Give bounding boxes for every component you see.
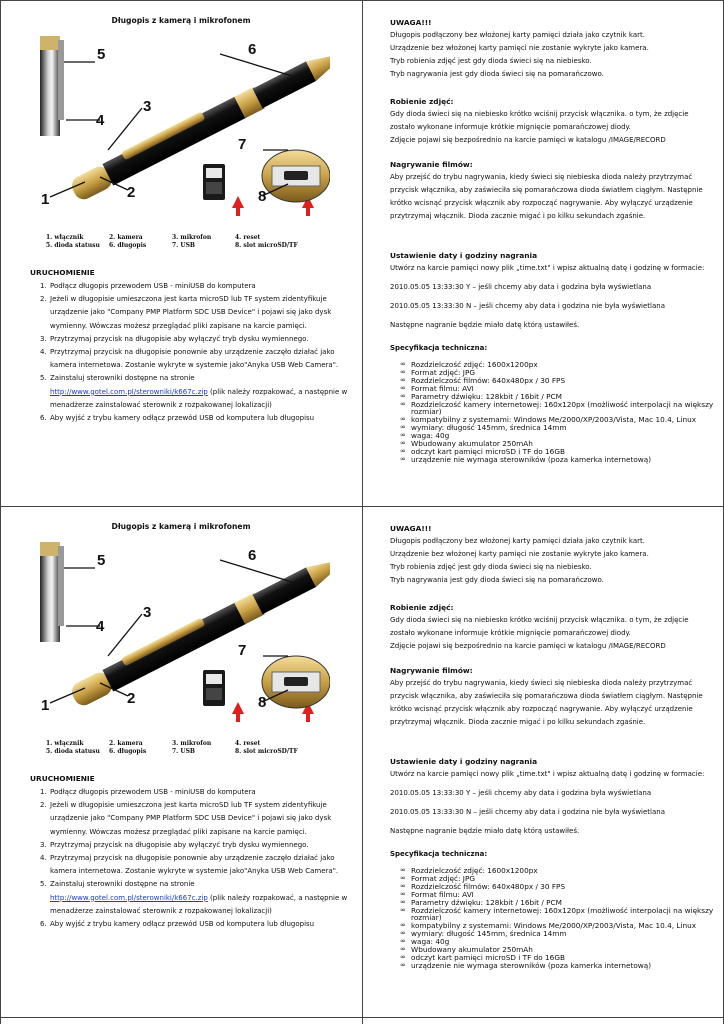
callout-1: 1 — [41, 191, 50, 208]
legend-item: 1. włącznik — [46, 740, 84, 747]
video-text: Aby przejść do trybu nagrywania, kiedy świeci się niebieska dioda należy przytrzymać przycisk włącznika, aby zaświeciła się pomarańczowa dioda światłem ciągłym. Następnie krótko wcisnąć przycisk włącznik aby rozpocząć nagrywanie. Aby wyłączyć urządzenie przytrzymaj włącznik. Dioda zacznie migać i po kilku sekundach zgaśnie. — [390, 679, 703, 726]
spec-item: ∞ urządzenie nie wymaga sterowników (poza kamerka internetową) — [400, 962, 715, 970]
spec-item: ∞ Format filmu: AVI — [400, 385, 715, 393]
date-intro: Utwórz na karcie pamięci nowy plik „time.txt" i wpisz aktualną datę i godzinę w formacie: — [390, 770, 705, 778]
setup-steps — [30, 786, 350, 931]
red-up-arrow — [232, 196, 244, 216]
warning-line: Długopis podłączony bez włożonej karty pamięci działa jako czytnik kart. — [390, 537, 645, 545]
photo-heading: Robienie zdjęć: — [390, 97, 454, 106]
leaflet-half — [0, 0, 724, 506]
legend-item: 3. mikrofon — [172, 740, 212, 747]
right-column — [362, 506, 724, 1012]
setup-step: 1. Podłącz długopis przewodem USB - miniUSB do komputera — [40, 788, 256, 796]
date-example-n: 2010.05.05 13:33:30 N – jeśli chcemy aby data i godzina nie była wyświetlana — [390, 808, 665, 816]
photo-line: Gdy dioda świeci się na niebiesko krótko wciśnij przycisk włącznika. o tym, że zdjęcie zostało wykonane informuje krótkie mignięcie pomarańczowej diody. — [390, 616, 689, 637]
left-column — [0, 0, 362, 506]
microsd-card — [203, 670, 225, 706]
spec-item: ∞ waga: 40g — [400, 938, 715, 946]
legend-item: 8. slot microSD/TF — [235, 242, 298, 249]
spec-item: ∞ odczyt kart pamięci microSD i TF do 16GB — [400, 954, 715, 962]
warning-line: Urządzenie bez włożonej karty pamięci nie zostanie wykryte jako kamera. — [390, 550, 649, 558]
parts-legend — [46, 740, 346, 756]
mini-usb-port — [262, 150, 330, 202]
spec-heading: Specyfikacja techniczna: — [390, 344, 488, 352]
setup-step: 4. Przytrzymaj przycisk na długopisie ponownie aby urządzenie zaczęło działać jako kamera internetowa. Zostanie wykryte w systemie jako"Anyka USB Web Camera". — [40, 348, 339, 370]
legend-item: 4. reset — [235, 740, 261, 747]
setup-heading: URUCHOMIENIE — [30, 774, 95, 783]
legend-item: 4. reset — [235, 234, 261, 241]
legend-item: 7. USB — [172, 748, 195, 755]
callout-6: 6 — [248, 41, 257, 58]
setup-steps — [30, 280, 350, 425]
setup-step: 6. Aby wyjść z trybu kamery odłącz przewód USB od komputera lub długopisu — [40, 414, 315, 423]
spec-item: ∞ Rozdzielczość filmów: 640x480px / 30 FPS — [400, 883, 715, 891]
spec-item: ∞ Rozdzielczość kamery internetowej: 160x120px (możliwość interpolacji na większy rozmiar) — [400, 907, 715, 923]
setup-step: 5. Zainstaluj sterowniki dostępne na stronie http://www.gotel.com.pl/sterowniki/k667c.zip (plik należy rozpakować, a następnie w menadżerze zainstalować sterownik z rozpakowanej lokalizacji) — [40, 880, 348, 915]
setup-step: 3. Przytrzymaj przycisk na długopisie aby wyłączyć tryb dysku wymiennego. — [40, 840, 309, 849]
right-column — [362, 0, 724, 506]
photo-mode-block — [390, 95, 710, 147]
spec-list — [400, 867, 715, 970]
legend-item: 2. kamera — [109, 234, 143, 241]
legend-item: 3. mikrofon — [172, 234, 212, 241]
photo-line: Zdjęcie pojawi się bezpośrednio na karcie pamięci w katalogu /IMAGE/RECORD — [390, 136, 666, 144]
driver-download-link[interactable]: http://www.gotel.com.pl/sterowniki/k667c.zip — [50, 893, 208, 902]
callout-8: 8 — [258, 694, 267, 711]
callout-6: 6 — [248, 547, 257, 564]
callout-5: 5 — [97, 46, 106, 63]
spec-item: ∞ Format zdjęć: JPG — [400, 875, 715, 883]
legend-item: 2. kamera — [109, 740, 143, 747]
spec-heading: Specyfikacja techniczna: — [390, 850, 488, 858]
spec-item: ∞ kompatybilny z systemami: Windows Me/2000/XP/2003/Vista, Mac 10.4, Linux — [400, 922, 715, 930]
date-note: Następne nagranie będzie miało datę którą ustawiłeś. — [390, 827, 580, 835]
date-intro: Utwórz na karcie pamięci nowy plik „time.txt" i wpisz aktualną datę i godzinę w formacie: — [390, 264, 705, 272]
warning-line: Długopis podłączony bez włożonej karty pamięci działa jako czytnik kart. — [390, 31, 645, 39]
spec-item: ∞ Rozdzielczość zdjęć: 1600x1200px — [400, 867, 715, 875]
callout-3: 3 — [143, 98, 152, 115]
warning-block — [390, 16, 710, 81]
spec-item: ∞ waga: 40g — [400, 432, 715, 440]
photo-heading: Robienie zdjęć: — [390, 603, 454, 612]
spec-item: ∞ odczyt kart pamięci microSD i TF do 16GB — [400, 448, 715, 456]
red-up-arrow — [232, 702, 244, 722]
legend-item: 1. włącznik — [46, 234, 84, 241]
setup-heading: URUCHOMIENIE — [30, 268, 95, 277]
warning-block — [390, 522, 710, 587]
setup-step: 2. Jeżeli w długopisie umieszczona jest karta microSD lub TF system zidentyfikuje urządzenie jako "Company PMP Platform SDC USB Device" i pojawi się jako dysk wymienny. Wówczas możesz przeglądać pliki zapisane na karcie pamięci. — [40, 295, 332, 330]
video-mode-block — [390, 664, 710, 729]
pen-clip-closeup — [40, 542, 64, 642]
legend-item: 5. dioda statusu — [46, 242, 100, 249]
spec-item: ∞ Format filmu: AVI — [400, 891, 715, 899]
legend-item: 7. USB — [172, 242, 195, 249]
warning-line: Tryb nagrywania jest gdy dioda świeci się na pomarańczowo. — [390, 70, 604, 78]
warning-line: Urządzenie bez włożonej karty pamięci nie zostanie wykryte jako kamera. — [390, 44, 649, 52]
callout-2: 2 — [127, 690, 136, 707]
legend-item: 8. slot microSD/TF — [235, 748, 298, 755]
setup-step: 2. Jeżeli w długopisie umieszczona jest karta microSD lub TF system zidentyfikuje urządzenie jako "Company PMP Platform SDC USB Device" i pojawi się jako dysk wymienny. Wówczas możesz przeglądać pliki zapisane na karcie pamięci. — [40, 801, 332, 836]
mini-usb-port — [262, 656, 330, 708]
setup-step: 5. Zainstaluj sterowniki dostępne na stronie http://www.gotel.com.pl/sterowniki/k667c.zip (plik należy rozpakować, a następnie w menadżerze zainstalować sterownik z rozpakowanej lokalizacji) — [40, 374, 348, 409]
callout-4: 4 — [96, 618, 105, 635]
date-heading: Ustawienie daty i godziny nagrania — [390, 757, 538, 766]
setup-step: 6. Aby wyjść z trybu kamery odłącz przewód USB od komputera lub długopisu — [40, 920, 315, 929]
callout-5: 5 — [97, 552, 106, 569]
leaflet-half — [0, 506, 724, 1012]
legend-item: 6. długopis — [109, 242, 147, 249]
warning-line: Tryb robienia zdjęć jest gdy dioda świeci się na niebiesko. — [390, 57, 592, 65]
callout-1: 1 — [41, 697, 50, 714]
date-heading: Ustawienie daty i godziny nagrania — [390, 251, 538, 260]
parts-legend — [46, 234, 346, 250]
video-heading: Nagrywanie filmów: — [390, 160, 473, 169]
pen-clip-closeup — [40, 36, 64, 136]
date-example-y: 2010.05.05 13:33:30 Y – jeśli chcemy aby data i godzina była wyświetlana — [390, 789, 652, 797]
spec-item: ∞ urządzenie nie wymaga sterowników (poza kamerka internetową) — [400, 456, 715, 464]
callout-7: 7 — [238, 642, 247, 659]
warning-heading: UWAGA!!! — [390, 524, 432, 533]
driver-download-link[interactable]: http://www.gotel.com.pl/sterowniki/k667c.zip — [50, 387, 208, 396]
callout-7: 7 — [238, 136, 247, 153]
page-title: Długopis z kamerą i mikrofonem — [111, 522, 251, 531]
video-text: Aby przejść do trybu nagrywania, kiedy świeci się niebieska dioda należy przytrzymać przycisk włącznika, aby zaświeciła się pomarańczowa dioda światłem ciągłym. Następnie krótko wcisnąć przycisk włącznik aby rozpocząć nagrywanie. Aby wyłączyć urządzenie przytrzymaj włącznik. Dioda zacznie migać i po kilku sekundach zgaśnie. — [390, 173, 703, 220]
legend-item: 5. dioda statusu — [46, 748, 100, 755]
frame-bottom-edge — [0, 1017, 724, 1018]
warning-heading: UWAGA!!! — [390, 18, 432, 27]
spec-item: ∞ wymiary: długość 145mm, średnica 14mm — [400, 424, 715, 432]
legend-item: 6. długopis — [109, 748, 147, 755]
spec-item: ∞ Rozdzielczość zdjęć: 1600x1200px — [400, 361, 715, 369]
setup-step: 4. Przytrzymaj przycisk na długopisie ponownie aby urządzenie zaczęło działać jako kamera internetowa. Zostanie wykryte w systemie jako"Anyka USB Web Camera". — [40, 854, 339, 876]
date-setting-block — [390, 249, 710, 332]
callout-4: 4 — [96, 112, 105, 129]
spec-item: ∞ Wbudowany akumulator 250mAh — [400, 440, 715, 448]
pen-photo — [30, 32, 330, 237]
page-title: Długopis z kamerą i mikrofonem — [111, 16, 251, 25]
setup-step: 1. Podłącz długopis przewodem USB - miniUSB do komputera — [40, 282, 256, 290]
microsd-card — [203, 164, 225, 200]
date-example-y: 2010.05.05 13:33:30 Y – jeśli chcemy aby data i godzina była wyświetlana — [390, 283, 652, 291]
callout-3: 3 — [143, 604, 152, 621]
left-column — [0, 506, 362, 1012]
video-heading: Nagrywanie filmów: — [390, 666, 473, 675]
date-example-n: 2010.05.05 13:33:30 N – jeśli chcemy aby data i godzina nie była wyświetlana — [390, 302, 665, 310]
pen-photo — [30, 538, 330, 743]
spec-item: ∞ kompatybilny z systemami: Windows Me/2000/XP/2003/Vista, Mac 10.4, Linux — [400, 416, 715, 424]
spec-item: ∞ Rozdzielczość kamery internetowej: 160x120px (możliwość interpolacji na większy rozmiar) — [400, 401, 715, 417]
spec-item: ∞ Format zdjęć: JPG — [400, 369, 715, 377]
callout-8: 8 — [258, 188, 267, 205]
spec-item: ∞ Rozdzielczość filmów: 640x480px / 30 FPS — [400, 377, 715, 385]
spec-item: ∞ Parametry dźwięku: 128kbit / 16bit / PCM — [400, 393, 715, 401]
spec-list — [400, 361, 715, 464]
spec-item: ∞ Parametry dźwięku: 128kbit / 16bit / PCM — [400, 899, 715, 907]
video-mode-block — [390, 158, 710, 223]
spec-item: ∞ Wbudowany akumulator 250mAh — [400, 946, 715, 954]
spec-item: ∞ wymiary: długość 145mm, średnica 14mm — [400, 930, 715, 938]
warning-line: Tryb nagrywania jest gdy dioda świeci się na pomarańczowo. — [390, 576, 604, 584]
callout-2: 2 — [127, 184, 136, 201]
setup-step: 3. Przytrzymaj przycisk na długopisie aby wyłączyć tryb dysku wymiennego. — [40, 334, 309, 343]
date-setting-block — [390, 755, 710, 838]
photo-mode-block — [390, 601, 710, 653]
warning-line: Tryb robienia zdjęć jest gdy dioda świeci się na niebiesko. — [390, 563, 592, 571]
date-note: Następne nagranie będzie miało datę którą ustawiłeś. — [390, 321, 580, 329]
photo-line: Zdjęcie pojawi się bezpośrednio na karcie pamięci w katalogu /IMAGE/RECORD — [390, 642, 666, 650]
photo-line: Gdy dioda świeci się na niebiesko krótko wciśnij przycisk włącznika. o tym, że zdjęcie zostało wykonane informuje krótkie mignięcie pomarańczowej diody. — [390, 110, 689, 131]
